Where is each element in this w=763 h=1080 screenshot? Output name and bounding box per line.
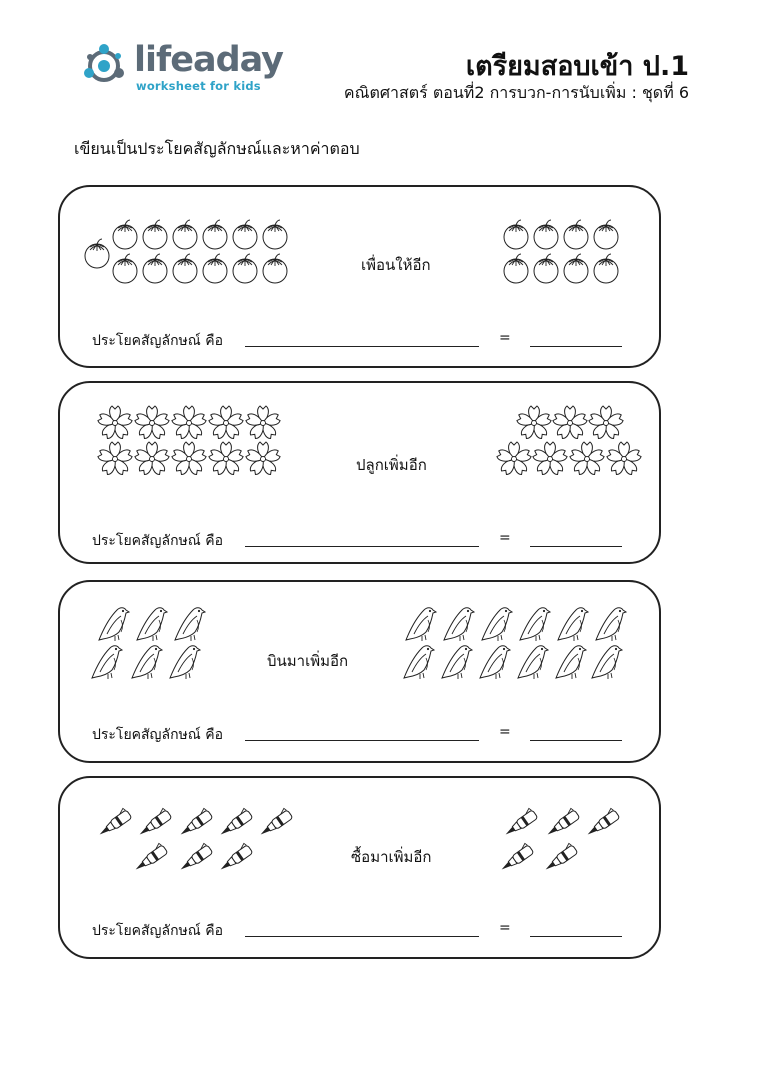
problem-phrase: บินมาเพิ่มอีก — [267, 652, 349, 670]
flower-left-group — [97, 406, 281, 476]
equals-sign: = — [499, 724, 511, 740]
problem-card-2 — [58, 381, 661, 564]
result-blank[interactable] — [530, 346, 622, 347]
page-title: เตรียมสอบเข้า ป.1 — [465, 51, 689, 82]
answer-label: ประโยคสัญลักษณ์ คือ — [92, 333, 223, 349]
problem-phrase: ปลูกเพิ่มอีก — [356, 456, 427, 474]
equation-blank[interactable] — [245, 740, 479, 741]
bird-right-group — [404, 608, 626, 679]
equals-sign: = — [499, 330, 511, 346]
logo-wordmark: lifeaday — [134, 40, 283, 80]
logo — [82, 38, 282, 98]
problem-phrase: ซื้อมาเพิ่มอีก — [351, 848, 432, 866]
equals-sign: = — [499, 920, 511, 936]
problem-card-3 — [58, 580, 661, 763]
problem-card-4 — [58, 776, 661, 959]
tomato-right-group — [504, 220, 618, 283]
answer-label: ประโยคสัญลักษณ์ คือ — [92, 533, 223, 549]
problem-phrase: เพื่อนให้อีก — [361, 256, 431, 274]
equation-blank[interactable] — [245, 546, 479, 547]
answer-label: ประโยคสัญลักษณ์ คือ — [92, 923, 223, 939]
result-blank[interactable] — [530, 740, 622, 741]
pen-right-group — [497, 807, 620, 873]
instruction-text: เขียนเป็นประโยคสัญลักษณ์และหาค่าตอบ — [74, 139, 360, 158]
result-blank[interactable] — [530, 936, 622, 937]
pen-left-group — [95, 807, 293, 873]
equation-blank[interactable] — [245, 936, 479, 937]
problem-card-1 — [58, 185, 661, 368]
equals-sign: = — [499, 530, 511, 546]
answer-label: ประโยคสัญลักษณ์ คือ — [92, 727, 223, 743]
result-blank[interactable] — [530, 546, 622, 547]
logo-icon — [82, 40, 132, 90]
page-subtitle: คณิตศาสตร์ ตอนที่2 การบวก-การนับเพิ่ม : ชุดที่ 6 — [343, 83, 689, 102]
equation-blank[interactable] — [245, 346, 479, 347]
logo-tagline: worksheet for kids — [136, 79, 261, 93]
bird-left-group — [92, 608, 205, 679]
tomato-left-group — [85, 220, 287, 283]
flower-right-group — [496, 406, 642, 476]
